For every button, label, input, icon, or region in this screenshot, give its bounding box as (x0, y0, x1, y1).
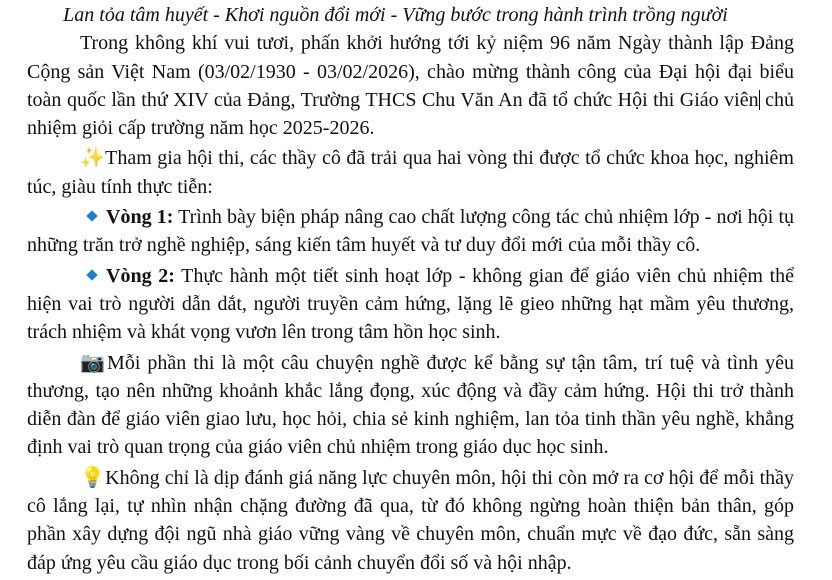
intro-end-text: chủ nhiệm giỏi cấp trường năm học 2025-2026. (27, 88, 795, 140)
round2-paragraph (27, 262, 794, 347)
text-cursor (759, 90, 760, 110)
diamond-bullet-icon (86, 269, 97, 280)
round1-paragraph (27, 203, 794, 260)
rounds-intro-text: Tham gia hội thi, các thầy cô đã trải qua hai vòng thi được tổ chức khoa học, nghiêm túc, giàu tính thực tiễn: (27, 147, 794, 198)
intro-text: Trong không khí vui tươi, phấn khởi hướng tới kỷ niệm 96 năm Ngày thành lập Đảng Cộng sản Việt Nam (03/02/1930 - 03/02/2026), chào mừng thành công của Đại hội đại biểu toàn quốc lần thứ XIV của Đảng, Trường THCS Chu Văn An đã tổ chức Hội thi Giáo viên (27, 32, 794, 111)
round1-text: Trình bày biện pháp nâng cao chất lượng công tác chủ nhiệm lớp - nơi hội tụ những trăn trở nghề nghiệp, sáng kiến tâm huyết và tư duy đổi mới của mỗi thầy cô. (27, 206, 794, 257)
diamond-bullet-icon (86, 210, 97, 221)
sparkles-icon: ✨ (80, 147, 105, 170)
document-title: Lan tỏa tâm huyết - Khơi nguồn đổi mới - Vững bước trong hành trình trồng người (63, 4, 728, 26)
round1-label: Vòng 1: (106, 206, 174, 229)
lightbulb-icon: 💡 (80, 466, 105, 489)
intro-paragraph (27, 29, 794, 142)
story-text: Mỗi phần thi là một câu chuyện nghề được kể bằng sự tận tâm, trí tuệ và tình yêu thương, tạo nên những khoảnh khắc lắng đọng, xúc động và đầy cảm hứng. Hội thi trở thành diễn đàn để giáo viên giao lưu, học hỏi, chia sẻ kinh nghiệm, lan tỏa tinh thần yêu nghề, khẳng định vai trò quan trọng của giáo viên chủ nhiệm trong giáo dục học sinh. (27, 351, 794, 459)
rounds-intro-paragraph (27, 144, 794, 201)
closing-paragraph (27, 464, 794, 577)
story-paragraph (27, 349, 794, 462)
round2-text: Thực hành một tiết sinh hoạt lớp - không gian để giáo viên chủ nhiệm thể hiện vai trò người dẫn dắt, người truyền cảm hứng, lặng lẽ gieo những hạt mầm yêu thương, trách nhiệm và khát vọng vươn lên trong tâm hồn học sinh. (27, 264, 795, 344)
closing-text: Không chỉ là dịp đánh giá năng lực chuyên môn, hội thi còn mở ra cơ hội để mỗi thầy cô lắng lại, tự nhìn nhận chặng đường đã qua, từ đó không ngừng hoàn thiện bản thân, góp phần xây dựng đội ngũ nhà giáo vững vàng về chuyên môn, chuẩn mực về đạo đức, sẵn sàng đáp ứng yêu cầu giáo dục trong bối cảnh chuyển đổi số và hội nhập. (27, 466, 794, 574)
camera-icon: 📷 (80, 351, 105, 374)
round2-label: Vòng 2: (106, 264, 175, 287)
document-body[interactable] (27, 1, 794, 579)
